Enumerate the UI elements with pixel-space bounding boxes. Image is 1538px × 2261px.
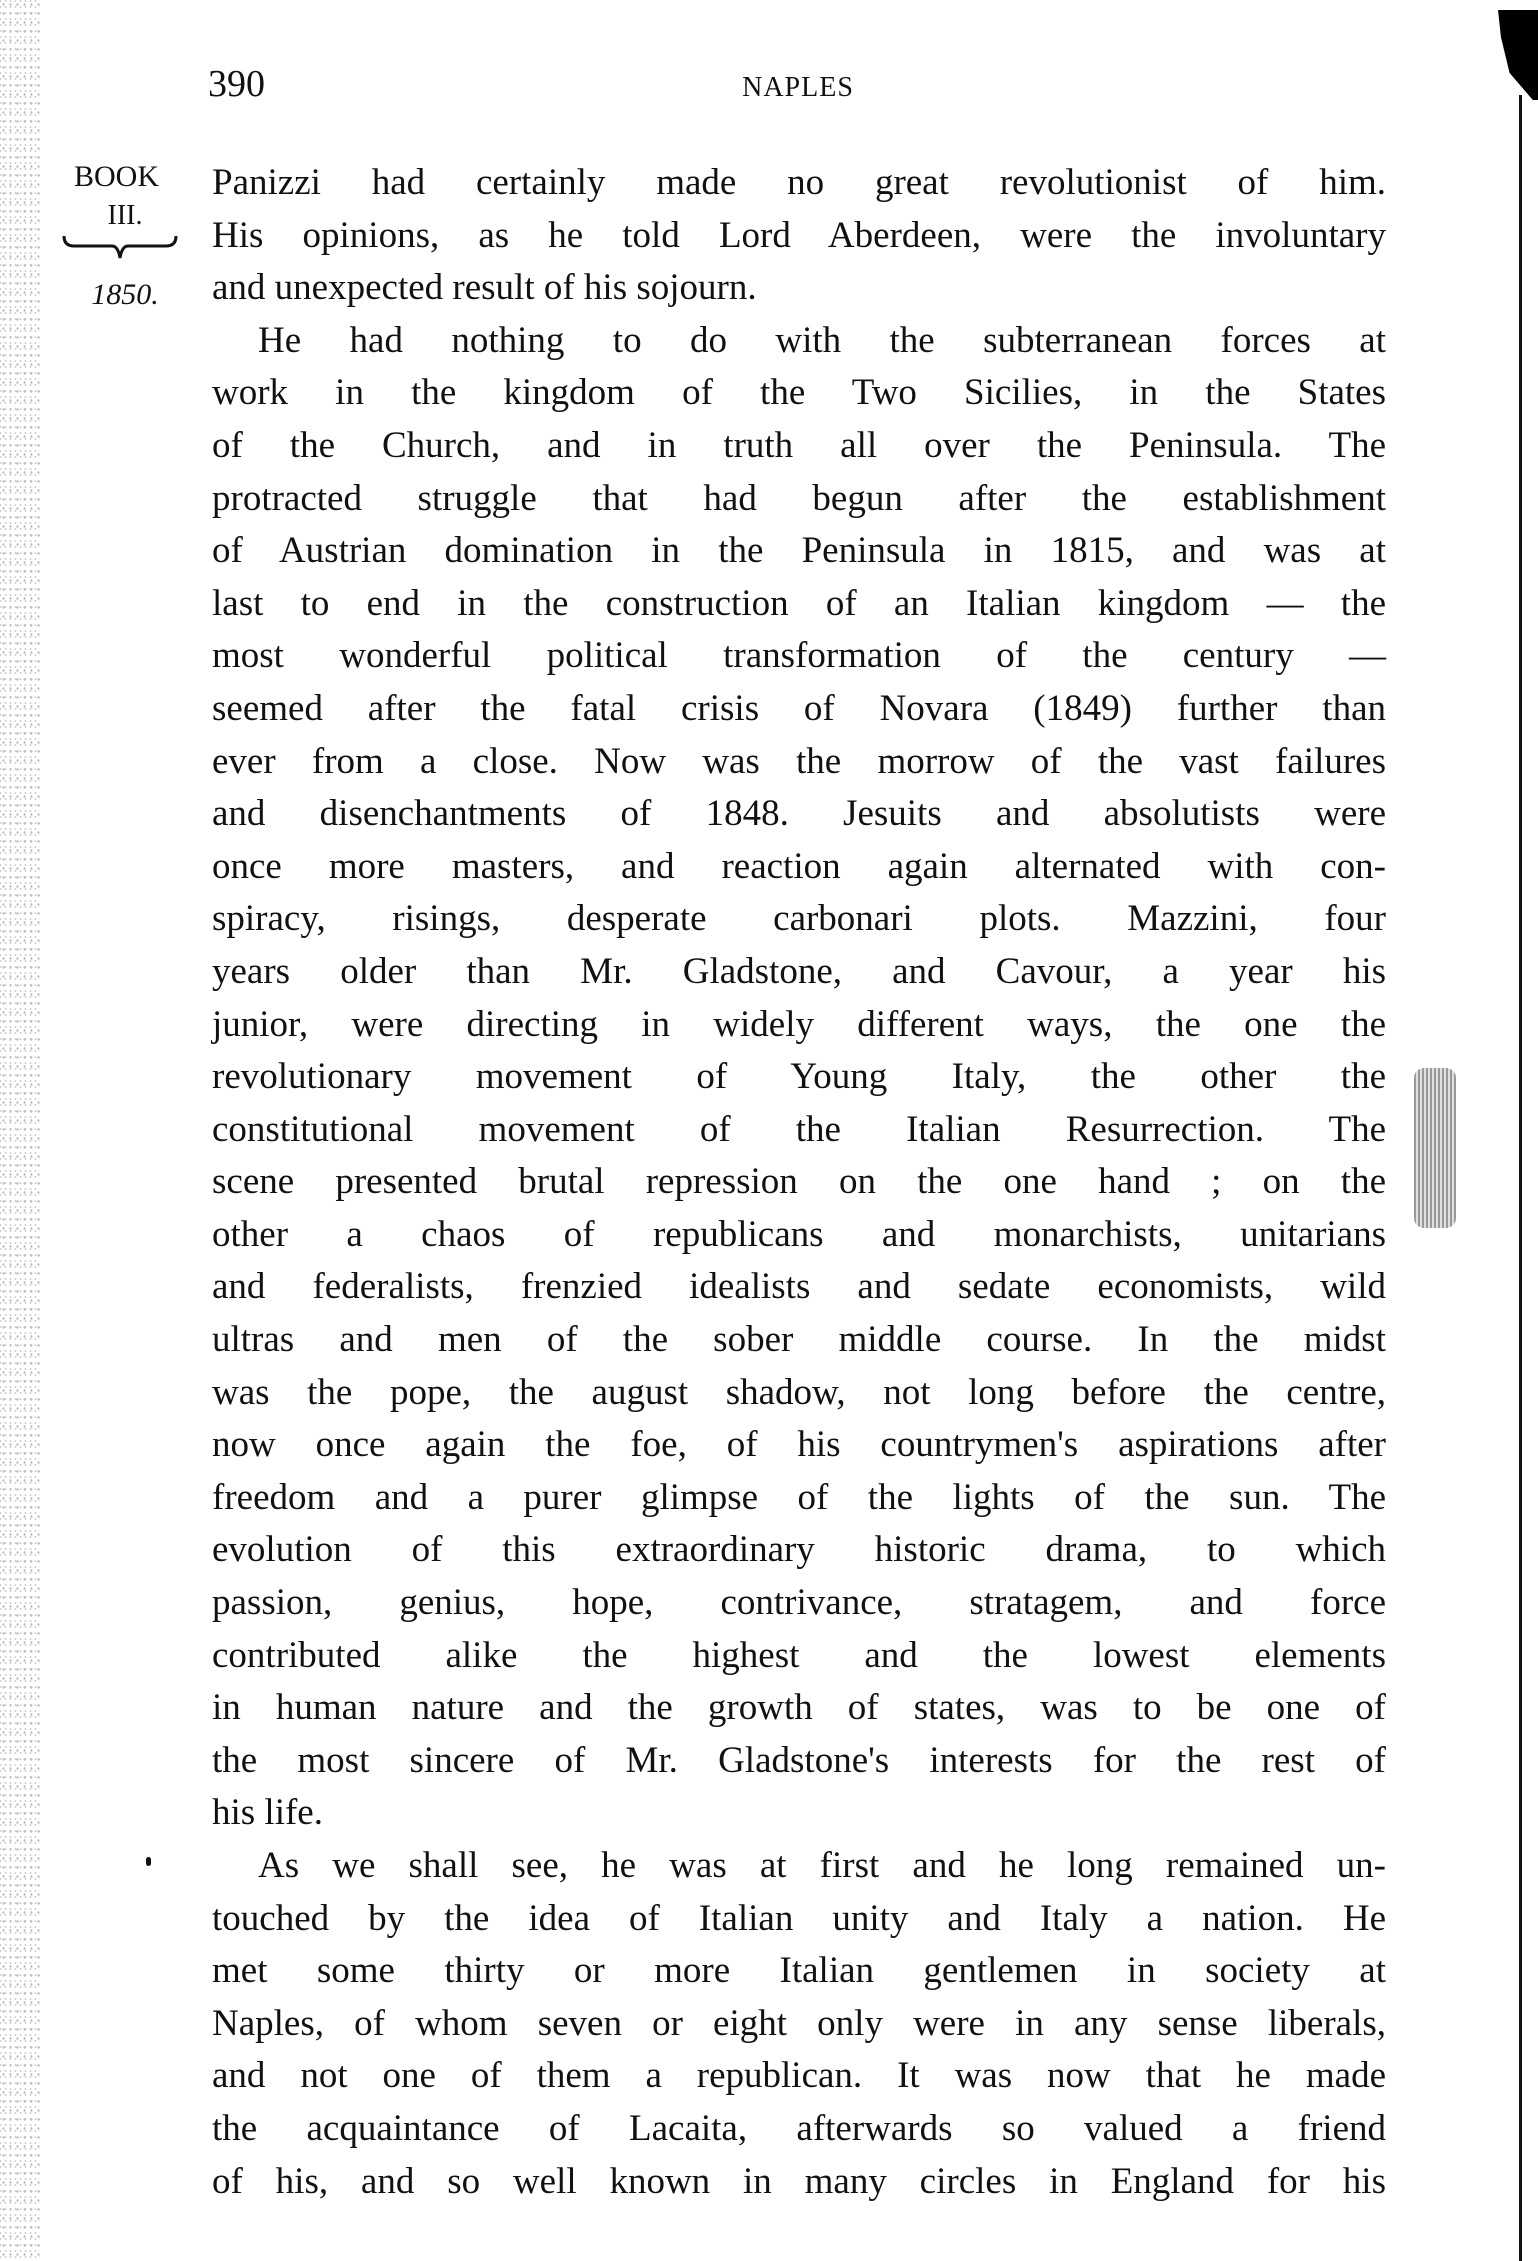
- text-line: constitutional movement of the Italian Resurrection. The: [212, 1108, 1386, 1150]
- brace-icon: [60, 232, 180, 272]
- text-line: and not one of them a republican. It was now that he made: [212, 2055, 1386, 2097]
- text-line: scene presented brutal repression on the one hand ; on the: [212, 1161, 1386, 1203]
- text-line: He had nothing to do with the subterranean forces at: [258, 319, 1386, 361]
- text-line: ultras and men of the sober middle course. In the midst: [212, 1319, 1386, 1361]
- text-line: passion, genius, hope, contrivance, stratagem, and force: [212, 1582, 1386, 1624]
- text-line: work in the kingdom of the Two Sicilies, in the States: [212, 372, 1386, 414]
- text-line: of his, and so well known in many circles in England for his: [212, 2160, 1386, 2202]
- text-line: the acquaintance of Lacaita, afterwards so valued a friend: [212, 2107, 1386, 2149]
- text-line: once more masters, and reaction again alternated with con-: [212, 845, 1386, 887]
- text-line: was the pope, the august shadow, not long before the centre,: [212, 1371, 1386, 1413]
- page-header: [208, 62, 1388, 112]
- text-line: ever from a close. Now was the morrow of the vast failures: [212, 740, 1386, 782]
- text-line: spiracy, risings, desperate carbonari plots. Mazzini, four: [212, 898, 1386, 940]
- page-edge-line: [1519, 95, 1522, 2261]
- text-line: and disenchantments of 1848. Jesuits and absolutists were: [212, 793, 1386, 835]
- margin-book: BOOK: [74, 160, 160, 193]
- text-line: contributed alike the highest and the lowest elements: [212, 1634, 1386, 1676]
- text-line: As we shall see, he was at first and he long remained un-: [258, 1845, 1386, 1886]
- text-line: in human nature and the growth of states, was to be one of: [212, 1687, 1386, 1729]
- page-number: 390: [208, 63, 265, 105]
- text-line: and unexpected result of his sojourn.: [212, 267, 757, 309]
- text-line: of Austrian domination in the Peninsula in 1815, and was at: [212, 530, 1386, 572]
- text-line: Naples, of whom seven or eight only were in any sense liberals,: [212, 2002, 1386, 2044]
- text-line: the most sincere of Mr. Gladstone's interests for the rest of: [212, 1739, 1386, 1781]
- text-line: freedom and a purer glimpse of the lights of the sun. The: [212, 1476, 1386, 1518]
- text-line: now once again the foe, of his countrymen's aspirations after: [212, 1424, 1386, 1466]
- text-line: most wonderful political transformation of the century —: [212, 635, 1386, 677]
- scan-binding-shadow: [1498, 10, 1538, 100]
- text-line: other a chaos of republicans and monarchists, unitarians: [212, 1213, 1386, 1255]
- margin-year: 1850.: [91, 278, 159, 311]
- text-line: last to end in the construction of an Italian kingdom — the: [212, 582, 1386, 624]
- body-text: [212, 157, 1386, 2208]
- text-line: touched by the idea of Italian unity and Italy a nation. He: [212, 1897, 1386, 1939]
- margin-volume: III.: [107, 200, 143, 231]
- text-line: Panizzi had certainly made no great revolutionist of him.: [212, 162, 1386, 203]
- text-line: evolution of this extraordinary historic drama, to which: [212, 1529, 1386, 1571]
- text-line: and federalists, frenzied idealists and sedate economists, wild: [212, 1266, 1386, 1308]
- text-line: years older than Mr. Gladstone, and Cavour, a year his: [212, 950, 1386, 992]
- stray-mark: [146, 1857, 151, 1866]
- scan-edge-noise: [0, 0, 40, 2261]
- running-title: NAPLES: [742, 72, 854, 103]
- text-line: revolutionary movement of Young Italy, the other the: [212, 1056, 1386, 1098]
- scan-smudge: [1414, 1068, 1456, 1228]
- text-line: met some thirty or more Italian gentlemen in society at: [212, 1950, 1386, 1992]
- text-line: protracted struggle that had begun after the establishment: [212, 477, 1386, 519]
- text-line: seemed after the fatal crisis of Novara (1849) further than: [212, 687, 1386, 729]
- text-line: junior, were directing in widely different ways, the one the: [212, 1003, 1386, 1045]
- text-line: His opinions, as he told Lord Aberdeen, were the involuntary: [212, 214, 1386, 256]
- text-line: his life.: [212, 1792, 323, 1834]
- text-line: of the Church, and in truth all over the Peninsula. The: [212, 424, 1386, 466]
